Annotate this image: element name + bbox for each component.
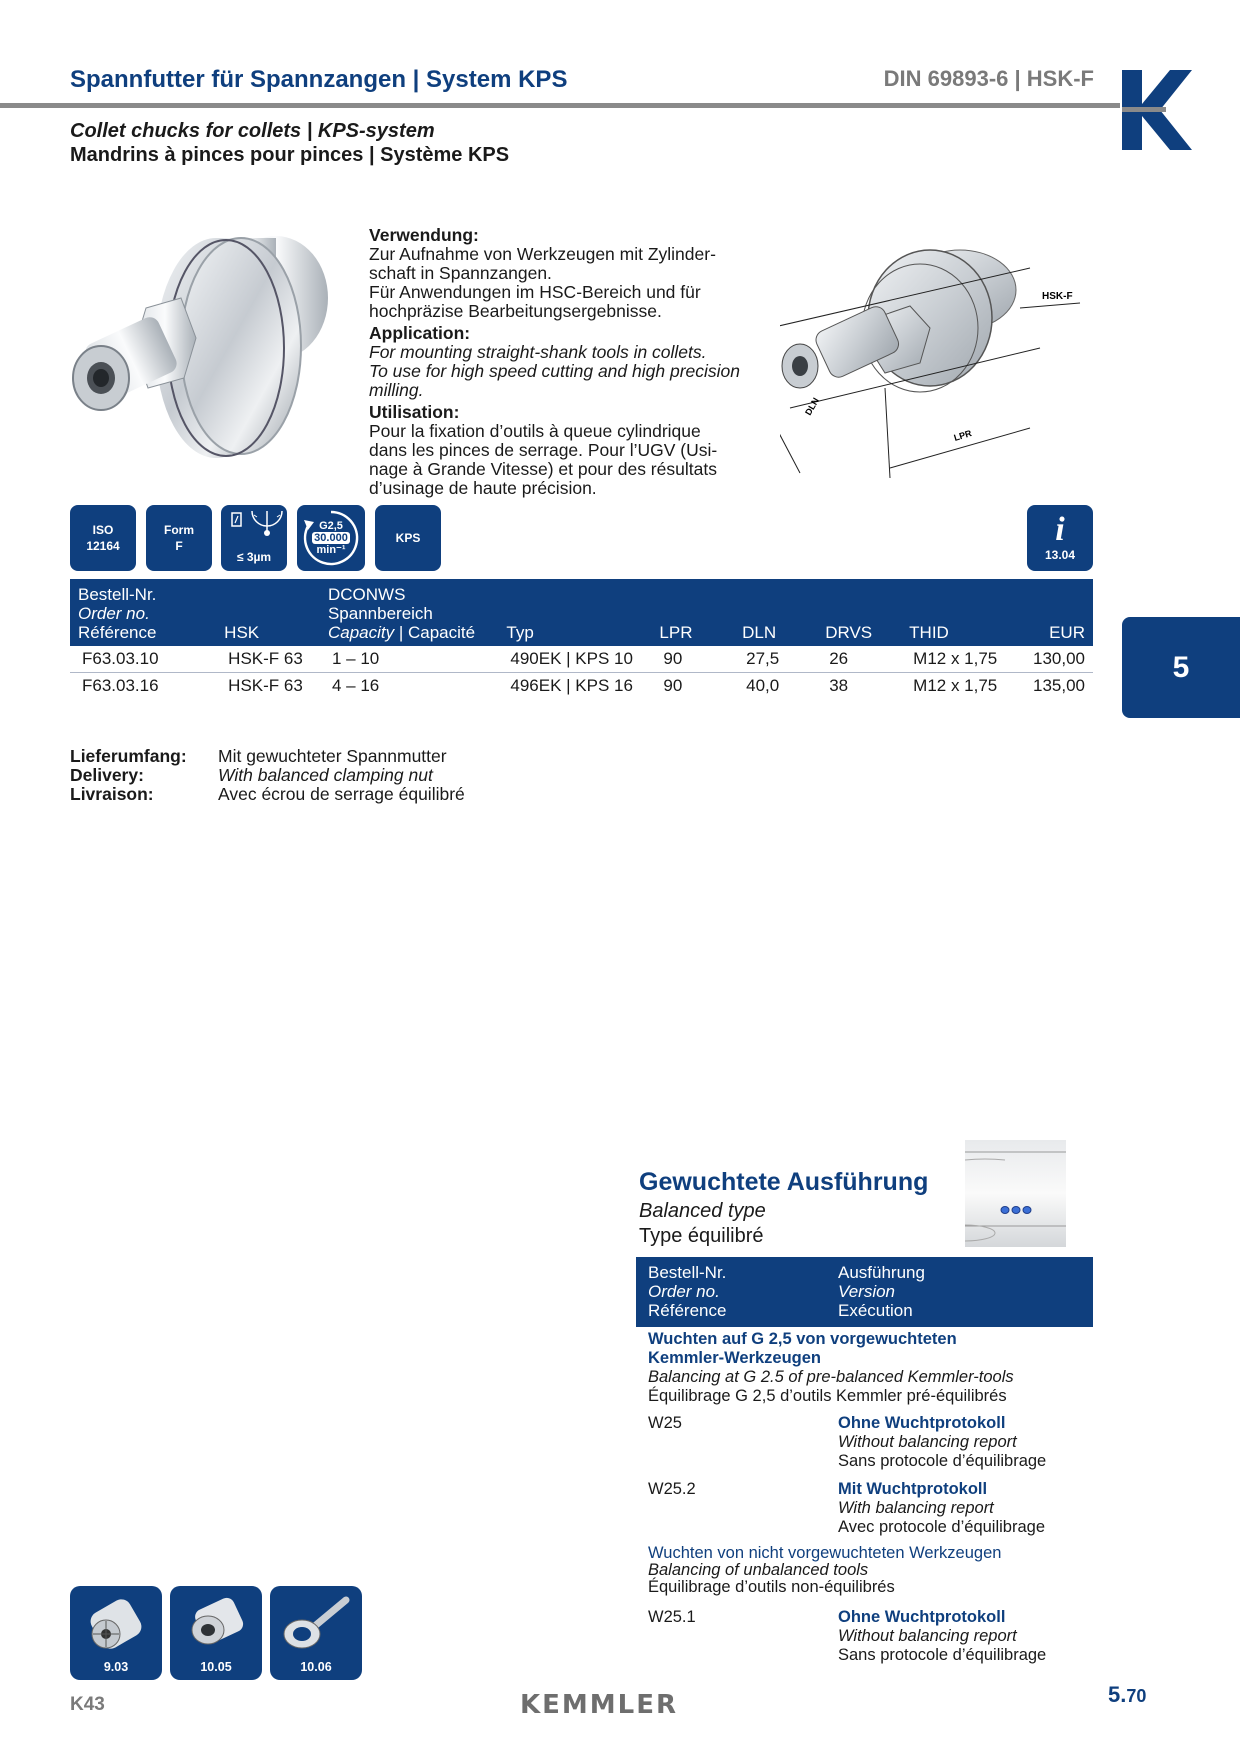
runout-value: ≤ 3µm bbox=[236, 550, 272, 564]
header-rule bbox=[0, 103, 1120, 108]
usage-line-fr: d’usinage de haute précision. bbox=[369, 478, 597, 498]
w25-de: Ohne Wuchtprotokoll bbox=[838, 1414, 1006, 1432]
balance-badge bbox=[297, 505, 365, 571]
col-hsk: HSK bbox=[224, 623, 260, 642]
cell-lpr: 90 bbox=[651, 646, 734, 673]
accessory-collet[interactable] bbox=[70, 1586, 162, 1680]
form-badge-line2: F bbox=[175, 539, 183, 553]
info-ref: 13.04 bbox=[1044, 548, 1076, 562]
subtitle-fr: Mandrins à pinces pour pinces | Système KPS bbox=[70, 144, 510, 166]
col-typ: Typ bbox=[506, 623, 534, 642]
bal-header-version-en: Version bbox=[838, 1282, 896, 1301]
w252-code: W25.2 bbox=[648, 1480, 696, 1498]
w252-de: Mit Wuchtprotokoll bbox=[838, 1480, 988, 1498]
cell-drvs: 26 bbox=[817, 646, 901, 673]
section-tab[interactable]: 5 bbox=[1122, 617, 1240, 718]
kemmler-logo-icon bbox=[1122, 70, 1192, 150]
header-order-en: Order no. bbox=[78, 604, 150, 623]
accessory-clamping-nut[interactable] bbox=[170, 1586, 262, 1680]
cell-drvs: 38 bbox=[829, 676, 849, 695]
col-drvs: DRVS bbox=[825, 623, 873, 642]
usage-line-de: schaft in Spannzangen. bbox=[369, 263, 552, 283]
group1-heading-en: Balancing at G 2.5 of pre-balanced Kemmler-tools bbox=[648, 1368, 1014, 1386]
accessory-wrench[interactable] bbox=[270, 1586, 362, 1680]
cell-capacity: 1 – 10 bbox=[320, 646, 498, 673]
kps-badge bbox=[375, 505, 441, 571]
group1-heading-de: Kemmler-Werkzeugen bbox=[648, 1349, 822, 1367]
balanced-title: Gewuchtete Ausführung bbox=[639, 1168, 929, 1196]
header-capacity-en: Capacity bbox=[327, 623, 395, 642]
drawing-label-hsk: HSK-F bbox=[1042, 291, 1073, 302]
cell-lpr: 90 bbox=[663, 676, 683, 695]
balance-rpm: 30.000 bbox=[314, 532, 348, 544]
cell-hsk: HSK-F 63 bbox=[216, 646, 320, 673]
usage-line-fr: nage à Grande Vitesse) et pour des résultats bbox=[369, 459, 717, 479]
usage-heading-fr: Utilisation: bbox=[369, 402, 460, 422]
balanced-subtitle-fr: Type équilibré bbox=[639, 1225, 764, 1247]
col-eur: EUR bbox=[1049, 623, 1085, 642]
description-block bbox=[369, 226, 769, 498]
usage-line-en: milling. bbox=[369, 380, 424, 400]
cell-typ: 490EK | KPS 10 bbox=[498, 646, 651, 673]
wrench-icon bbox=[280, 1594, 352, 1654]
delivery-label-fr: Livraison: bbox=[70, 784, 154, 804]
usage-heading-en: Application: bbox=[369, 323, 471, 343]
cell-thid: M12 x 1,75 bbox=[913, 676, 998, 695]
w251-fr: Sans protocole d’équilibrage bbox=[838, 1646, 1047, 1664]
cell-dln: 27,5 bbox=[734, 646, 817, 673]
cell-order: F63.03.10 bbox=[70, 646, 216, 673]
cell-hsk: HSK-F 63 bbox=[228, 676, 303, 695]
usage-line-en: For mounting straight-shank tools in collets. bbox=[369, 342, 707, 362]
group1-heading-de: Wuchten auf G 2,5 von vorgewuchteten bbox=[648, 1330, 957, 1348]
drawing-label-dln: DLN bbox=[803, 395, 821, 417]
usage-line-en: To use for high speed cutting and high precision bbox=[369, 361, 740, 381]
product-photo bbox=[66, 228, 351, 463]
header-order-fr: Référence bbox=[78, 623, 157, 642]
page-number-major: 5. bbox=[1108, 1682, 1127, 1707]
iso-badge-line2: 12164 bbox=[86, 539, 120, 553]
group1-heading-fr: Équilibrage G 2,5 d’outils Kemmler pré-équilibrés bbox=[648, 1387, 1007, 1405]
w251-de: Ohne Wuchtprotokoll bbox=[838, 1608, 1006, 1626]
delivery-label-de: Lieferumfang: bbox=[70, 746, 187, 766]
w251-code: W25.1 bbox=[648, 1608, 696, 1626]
balanced-table-header bbox=[636, 1257, 1093, 1327]
cell-capacity: 4 – 16 bbox=[331, 676, 380, 695]
group2-heading-en: Balancing of unbalanced tools bbox=[648, 1561, 869, 1579]
drawing-label-lpr: LPR bbox=[952, 428, 973, 443]
info-badge[interactable] bbox=[1027, 505, 1093, 571]
w25-code: W25 bbox=[648, 1414, 682, 1432]
usage-line-fr: Pour la fixation d’outils à queue cylindrique bbox=[369, 421, 701, 441]
table-row bbox=[70, 673, 1093, 700]
bal-header-version-fr: Exécution bbox=[838, 1301, 913, 1320]
w252-en: With balancing report bbox=[838, 1499, 994, 1517]
balanced-subtitle-en: Balanced type bbox=[639, 1200, 766, 1222]
page-title: Spannfutter für Spannzangen | System KPS bbox=[70, 66, 568, 93]
footer-brand: KEMMLER bbox=[520, 1690, 679, 1720]
cell-eur: 130,00 bbox=[1021, 646, 1093, 673]
delivery-label-en: Delivery: bbox=[70, 765, 144, 785]
cell-typ: 496EK | KPS 16 bbox=[510, 676, 633, 695]
runout-badge bbox=[221, 505, 287, 571]
info-icon: i bbox=[1055, 511, 1065, 548]
subtitle-en: Collet chucks for collets | KPS-system bbox=[70, 120, 435, 142]
cell-eur: 135,00 bbox=[1033, 676, 1085, 695]
balanced-group-2 bbox=[648, 1545, 1088, 1596]
usage-line-de: hochpräzise Bearbeitungsergebnisse. bbox=[369, 301, 662, 321]
product-table bbox=[70, 579, 1093, 699]
balancing-holes-photo bbox=[965, 1140, 1066, 1247]
w251-en: Without balancing report bbox=[838, 1627, 1017, 1645]
w252-fr: Avec protocole d’équilibrage bbox=[838, 1518, 1045, 1536]
w25-en: Without balancing report bbox=[838, 1433, 1017, 1451]
col-thid: THID bbox=[909, 623, 949, 642]
header-capacity-sep: | bbox=[394, 623, 408, 642]
col-dln: DLN bbox=[742, 623, 777, 642]
delivery-text-en: With balanced clamping nut bbox=[218, 765, 433, 785]
usage-line-de: Für Anwendungen im HSC-Bereich und für bbox=[369, 282, 701, 302]
balance-unit: min⁻¹ bbox=[316, 544, 346, 556]
bal-header-order-en: Order no. bbox=[648, 1282, 720, 1301]
form-badge bbox=[146, 505, 212, 571]
dial-gauge-icon bbox=[224, 507, 284, 543]
col-lpr: LPR bbox=[659, 623, 693, 642]
balance-grade: G2,5 bbox=[319, 520, 343, 532]
usage-line-de: Zur Aufnahme von Werkzeugen mit Zylinder- bbox=[369, 244, 716, 264]
usage-line-fr: dans les pinces de serrage. Pour l’UGV (Usi- bbox=[369, 440, 718, 460]
delivery-text-de: Mit gewuchteter Spannmutter bbox=[218, 746, 447, 766]
accessory-label: 10.06 bbox=[300, 1660, 332, 1674]
clamping-nut-icon bbox=[180, 1594, 252, 1654]
group2-heading-fr: Équilibrage d’outils non-équilibrés bbox=[648, 1578, 895, 1596]
header-dconws: DCONWS bbox=[327, 585, 406, 604]
bal-header-order-fr: Référence bbox=[648, 1301, 727, 1320]
group2-heading-de: Wuchten von nicht vorgewuchteten Werkzeugen bbox=[648, 1544, 1002, 1562]
bal-header-version-de: Ausführung bbox=[838, 1263, 925, 1282]
balanced-group-1 bbox=[648, 1330, 1088, 1406]
accessory-label: 10.05 bbox=[200, 1660, 232, 1674]
cell-dln: 40,0 bbox=[746, 676, 780, 695]
accessory-label: 9.03 bbox=[103, 1660, 129, 1674]
col-capacity bbox=[320, 579, 498, 646]
bal-header-order-de: Bestell-Nr. bbox=[648, 1263, 727, 1282]
header-order-de: Bestell-Nr. bbox=[78, 585, 157, 604]
iso-badge bbox=[70, 505, 136, 571]
table-row bbox=[70, 646, 1093, 673]
w25-fr: Sans protocole d’équilibrage bbox=[838, 1452, 1047, 1470]
standard-label: DIN 69893-6 | HSK-F bbox=[883, 66, 1094, 91]
cell-order: F63.03.16 bbox=[82, 676, 159, 695]
page-number bbox=[1108, 1682, 1146, 1708]
delivery-block bbox=[70, 747, 465, 804]
collet-icon bbox=[80, 1594, 152, 1654]
table-header-row bbox=[70, 579, 1093, 646]
cell-thid: M12 x 1,75 bbox=[901, 646, 1021, 673]
delivery-text-fr: Avec écrou de serrage équilibré bbox=[218, 784, 465, 804]
form-badge-line1: Form bbox=[164, 523, 194, 537]
iso-badge-line1: ISO bbox=[92, 523, 114, 537]
footer-code: K43 bbox=[70, 1694, 105, 1715]
usage-heading-de: Verwendung: bbox=[369, 225, 479, 245]
page-number-minor: 70 bbox=[1126, 1686, 1147, 1706]
header-capacity-fr: Capacité bbox=[407, 623, 476, 642]
technical-drawing bbox=[780, 228, 1100, 478]
header-capacity-de: Spannbereich bbox=[327, 604, 433, 623]
kps-badge-label: KPS bbox=[395, 531, 421, 545]
col-order bbox=[70, 579, 216, 646]
